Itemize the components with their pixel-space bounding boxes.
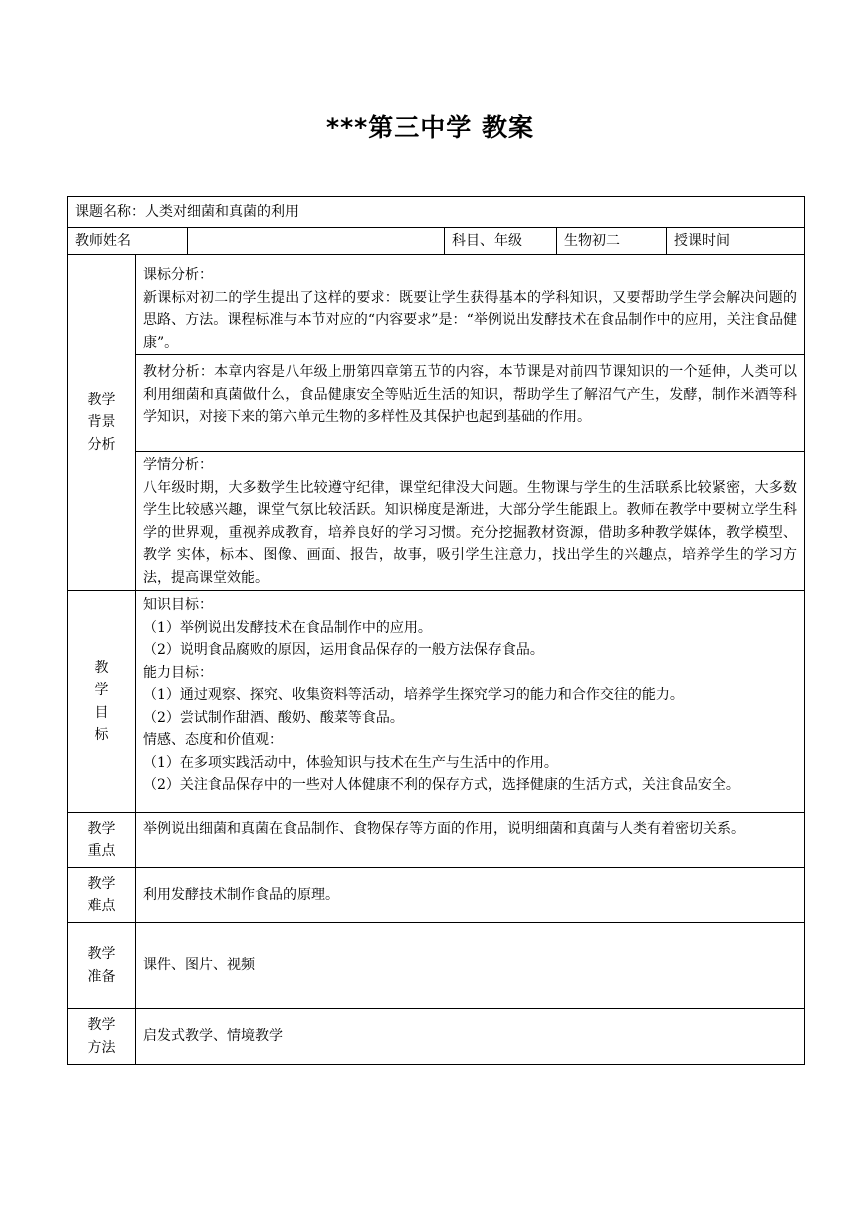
lesson-plan-table	[67, 196, 805, 1065]
class-time-label	[667, 228, 805, 255]
objectives-line: （1）通过观察、探究、收集资料等活动，培养学生探究学习的能力和合作交往的能力。	[143, 687, 684, 703]
key-points-cell	[136, 813, 805, 868]
curriculum-heading: 课标分析：	[143, 267, 213, 283]
course-cell	[68, 197, 805, 228]
student-text: 八年级时期，大多数学生比较遵守纪律，课堂纪律没大问题。生物课与学生的生活联系比较紧密，大多数学生比较感兴趣，课堂气氛比较活跃。知识梯度是渐进，大部分学生能跟上。教师在教学中要树立学生科学的世界观，重视养成教育，培养良好的学习习惯。充分挖掘教材资源，借助多种教学媒体，教学模型、教学 实体，标本、图像、画面、报告，故事，吸引学生注意力，找出学生的兴趣点，培养学生的学习方法，提高课堂效能。	[143, 479, 798, 586]
teacher-name-value	[188, 228, 445, 255]
methods-text: 启发式教学、情境教学	[143, 1028, 283, 1045]
textbook-row	[68, 355, 805, 452]
course-value: 人类对细菌和真菌的利用	[145, 203, 299, 220]
objectives-cell	[136, 591, 805, 813]
objectives-line: （1）在多项实践活动中，体验知识与技术在生产与生活中的作用。	[143, 754, 558, 771]
student-heading: 学情分析：	[143, 457, 213, 473]
page-title: ***第三中学 教案	[326, 113, 534, 142]
preparation-label: 教学 准备	[68, 923, 136, 1009]
difficulties-text: 利用发酵技术制作食品的原理。	[143, 886, 339, 903]
student-analysis-cell	[136, 452, 805, 591]
key-points-row	[68, 813, 805, 868]
difficulties-cell	[136, 868, 805, 923]
methods-cell	[136, 1009, 805, 1065]
course-label: 课题名称：	[75, 203, 145, 220]
teacher-name-label: 教师姓名	[68, 228, 188, 255]
student-row	[68, 452, 805, 591]
textbook-text: 教材分析：本章内容是八年级上册第四章第五节的内容，本节课是对前四节课知识的一个延伸，人类可以利用细菌和真菌做什么，食品健康安全等贴近生活的知识，帮助学生了解沼气产生，发酵，制作米酒等科学知识，对接下来的第六单元生物的多样性及其保护也起到基础的作用。	[143, 364, 798, 425]
difficulties-label: 教学 难点	[68, 868, 136, 923]
objectives-line: （2）说明食品腐败的原因，运用食品保存的一般方法保存食品。	[143, 642, 544, 658]
course-row	[68, 197, 805, 228]
subject-grade-value: 生物初二	[557, 228, 667, 255]
curriculum-row	[68, 255, 805, 355]
textbook-analysis-cell	[136, 355, 805, 452]
methods-label: 教学 方法	[68, 1009, 136, 1065]
teacher-info-row	[68, 228, 805, 255]
objectives-line: 能力目标：	[143, 664, 213, 681]
objectives-line: （1）举例说出发酵技术在食品制作中的应用。	[143, 619, 432, 636]
preparation-cell	[136, 923, 805, 1009]
curriculum-text: 新课标对初二的学生提出了这样的要求：既要让学生获得基本的学科知识，又要帮助学生学会解决问题的思路、方法。课程标准与本节对应的“内容要求”是：“举例说出发酵技术在食品制作中的应用，关注食品健康”。	[143, 289, 798, 351]
preparation-row	[68, 923, 805, 1009]
preparation-text: 课件、图片、视频	[143, 957, 255, 974]
methods-row	[68, 1009, 805, 1065]
difficulties-row	[68, 868, 805, 923]
objectives-label: 教 学 目 标	[68, 591, 136, 813]
objectives-line: （2）关注食品保存中的一些对人体健康不利的保存方式，选择健康的生活方式，关注食品安全。	[143, 777, 740, 793]
objectives-row	[68, 591, 805, 813]
subject-grade-label: 科目、年级	[445, 228, 557, 255]
curriculum-analysis-cell	[136, 255, 805, 355]
objectives-line: （2）尝试制作甜酒、酸奶、酸菜等食品。	[143, 709, 404, 726]
background-label: 教学 背景 分析	[68, 255, 136, 591]
objectives-line: 情感、态度和价值观：	[143, 732, 283, 748]
class-time-label-text: 授课时间	[674, 232, 730, 249]
key-points-label: 教学 重点	[68, 813, 136, 868]
objectives-line: 知识目标：	[143, 597, 213, 613]
key-points-text: 举例说出细菌和真菌在食品制作、食物保存等方面的作用，说明细菌和真菌与人类有着密切关系。	[143, 821, 745, 837]
